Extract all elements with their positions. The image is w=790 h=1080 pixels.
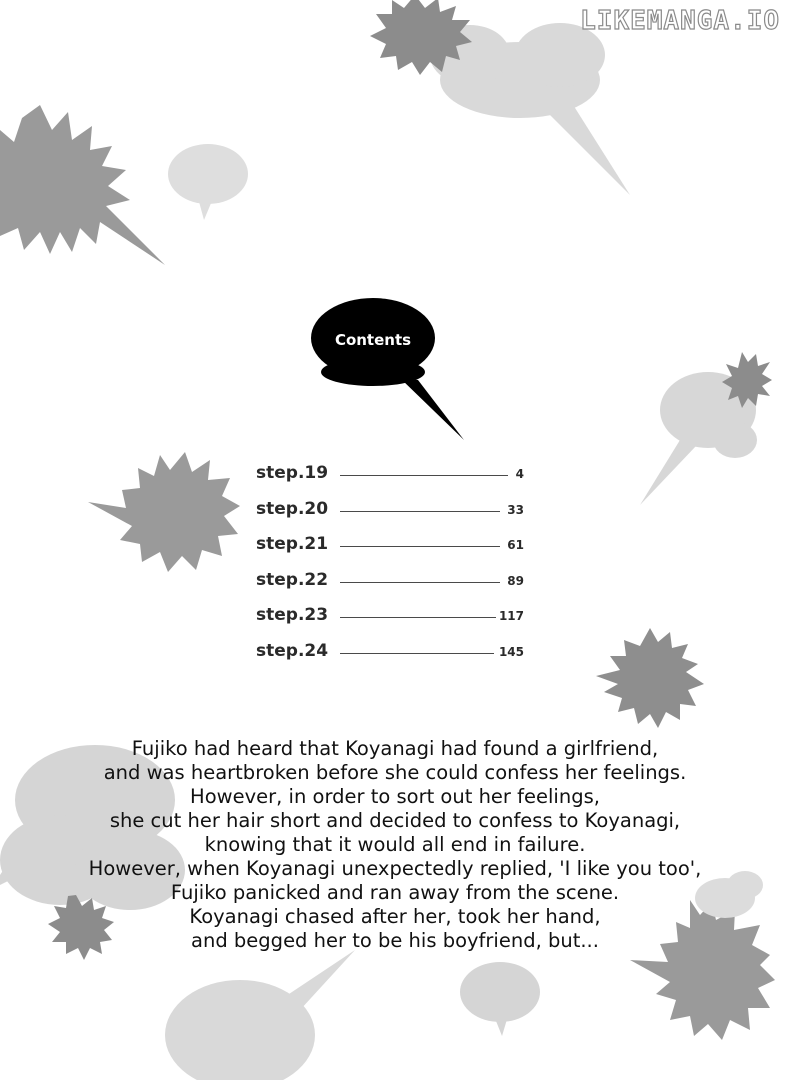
cloud-bubble-top <box>430 23 630 195</box>
summary-line: and begged her to be his boyfriend, but... <box>191 929 599 952</box>
toc-row <box>256 570 526 606</box>
summary-line: Fujiko had heard that Koyanagi had found a girlfriend, <box>131 737 659 760</box>
contents-bubble <box>311 298 464 440</box>
contents-title: Contents <box>334 331 412 349</box>
toc-step: step.20 <box>256 498 329 519</box>
toc-step: step.19 <box>256 463 329 483</box>
toc-page: 4 <box>515 467 524 481</box>
toc-step: step.24 <box>256 640 329 661</box>
summary-line: and was heartbroken before she could confess her feelings. <box>103 761 687 784</box>
toc-step: step.22 <box>256 569 329 590</box>
toc-leader-line <box>340 582 500 583</box>
summary-line: However, in order to sort out her feelings, <box>190 785 600 808</box>
toc-page: 61 <box>507 538 524 552</box>
summary-line: However, when Koyanagi unexpectedly replied, 'I like you too', <box>88 857 702 880</box>
summary-line: Fujiko panicked and ran away from the scene. <box>170 881 620 904</box>
toc-leader-line <box>340 511 500 512</box>
toc-row <box>256 534 526 570</box>
toc-page: 33 <box>507 502 524 517</box>
toc-page: 117 <box>498 609 524 623</box>
small-bubble-left <box>168 144 248 220</box>
toc-page: 89 <box>507 573 524 588</box>
summary-line: knowing that it would all end in failure. <box>204 833 586 856</box>
story-summary <box>40 737 750 953</box>
toc-leader-line <box>340 546 500 547</box>
table-of-contents <box>256 463 526 676</box>
toc-leader-line <box>340 617 496 618</box>
toc-page: 145 <box>498 644 524 659</box>
burst-left-middle <box>88 452 240 572</box>
toc-row <box>256 641 526 677</box>
bubble-bottom-center <box>165 950 355 1080</box>
site-watermark: LIKEMANGA.IO <box>580 6 780 36</box>
bubble-bottom-small <box>460 962 540 1036</box>
toc-row <box>256 499 526 535</box>
toc-leader-line <box>340 475 508 476</box>
toc-row <box>256 605 526 641</box>
toc-step: step.23 <box>256 605 329 625</box>
burst-top-left <box>0 105 165 265</box>
toc-row <box>256 463 526 499</box>
summary-line: Koyanagi chased after her, took her hand, <box>189 905 601 928</box>
burst-right-middle <box>596 628 704 728</box>
summary-line: she cut her hair short and decided to confess to Koyanagi, <box>109 809 681 832</box>
toc-leader-line <box>340 653 494 654</box>
toc-step: step.21 <box>256 534 329 554</box>
